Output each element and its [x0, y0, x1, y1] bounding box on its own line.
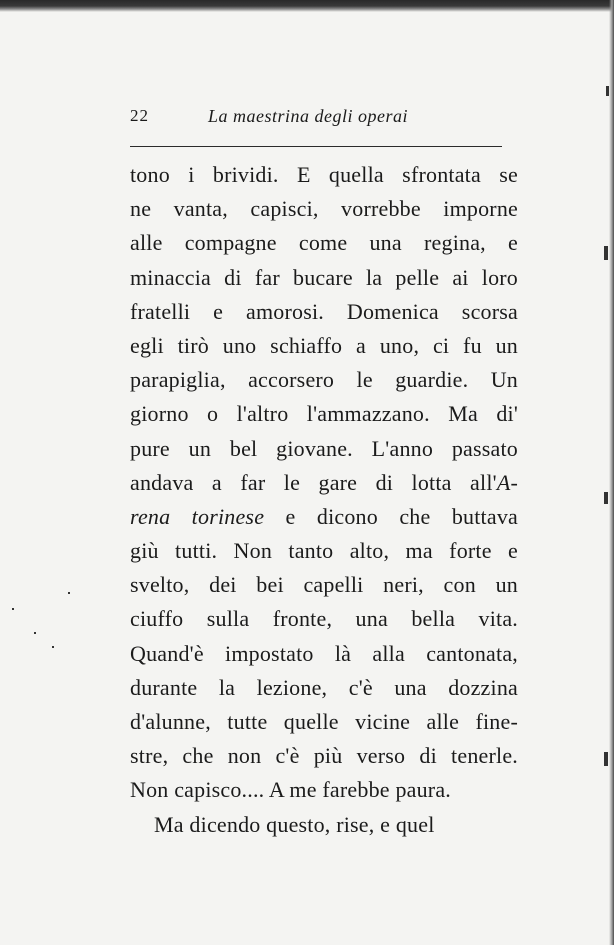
header-rule	[130, 146, 502, 147]
running-header	[130, 106, 502, 132]
text-line: parapiglia, accorsero le guardie. Un	[130, 367, 518, 393]
scan-speck	[68, 592, 70, 594]
page-right-edge	[609, 0, 614, 945]
text-line: Quand'è impostato là alla cantonata,	[130, 640, 518, 666]
text-line: egli tirò uno schiaffo a uno, ci fu un	[130, 332, 518, 358]
scan-speck	[604, 752, 608, 766]
text-line: d'alunne, tutte quelle vicine alle fine-	[130, 709, 518, 734]
text-line: stre, che non c'è più verso di tenerle.	[130, 743, 518, 769]
text-line: Ma dicendo questo, rise, e quel	[154, 811, 435, 837]
text-line: svelto, dei bei capelli neri, con un	[130, 572, 518, 598]
page-top-edge	[0, 0, 614, 12]
scan-speck	[12, 608, 14, 610]
text-line	[130, 500, 518, 534]
text-line: durante la lezione, c'è una dozzina	[130, 674, 518, 700]
text-line: minaccia di far bucare la pelle ai loro	[130, 264, 518, 290]
text-line: ciuffo sulla fronte, una bella vita.	[130, 606, 518, 632]
text-line: fratelli e amorosi. Domenica scorsa	[130, 298, 518, 324]
text-line: pure un bel giovane. L'anno passato	[130, 435, 518, 461]
text-line: tono i brividi. E quella sfrontata se	[130, 162, 518, 187]
scan-speck	[606, 86, 609, 96]
scan-speck	[604, 246, 608, 260]
page-number: 22	[130, 106, 149, 125]
italic-segment: rena torinese	[130, 503, 265, 529]
text-line	[130, 466, 518, 500]
text-line: alle compagne come una regina, e	[130, 230, 518, 256]
text-line: Non capisco.... A me farebbe paura.	[130, 777, 451, 803]
italic-segment: A-	[496, 469, 518, 495]
scan-speck	[34, 632, 36, 634]
text-line: ne vanta, capisci, vorrebbe imporne	[130, 196, 518, 222]
running-title: La maestrina degli operai	[208, 106, 408, 126]
text-line: giorno o l'altro l'ammazzano. Ma di'	[130, 401, 518, 427]
text-line: giù tutti. Non tanto alto, ma forte e	[130, 538, 518, 564]
text-segment: e dicono che buttava	[285, 503, 518, 529]
scan-speck	[604, 492, 608, 504]
body-text	[130, 158, 518, 842]
text-segment: andava a far le gare di lotta all'	[130, 469, 497, 495]
scan-speck	[52, 646, 54, 648]
